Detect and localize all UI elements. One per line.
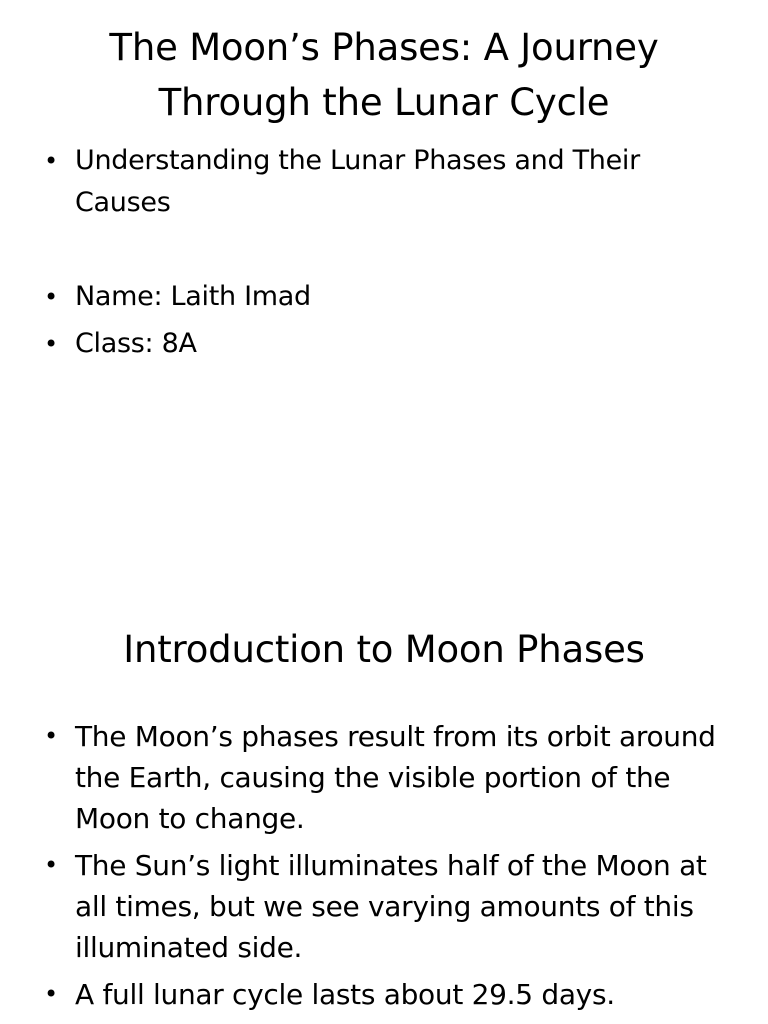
bullet-icon: • [44,722,58,750]
bullet-icon: • [44,283,58,311]
bullet-text: The Sun’s light illuminates half of the Moon at all times, but we see varying amounts of this illuminated side. [75,849,707,964]
slide-2 [0,600,768,1024]
list-item [44,716,724,839]
subtitle-text: Understanding the Lunar Phases and Their Causes [75,145,640,218]
bullet-icon: • [44,851,58,879]
slide-1-title: The Moon’s Phases: A Journey Through the Lunar Cycle [109,26,659,124]
slide-1-bullet-list [44,140,724,365]
list-item [44,974,724,1015]
student-name: Name: Laith Imad [75,281,311,312]
bullet-icon: • [44,980,58,1008]
student-class: Class: 8A [75,328,197,359]
slide-2-bullet-list [44,716,724,1021]
bullet-text: The Moon’s phases result from its orbit around the Earth, causing the visible portion of the Moon to change. [75,720,716,835]
bullet-icon: • [44,330,58,358]
list-item [44,140,724,224]
list-item [44,323,724,365]
list-item [44,845,724,968]
bullet-text: A full lunar cycle lasts about 29.5 days. [75,978,615,1011]
slide-2-title: Introduction to Moon Phases [123,628,645,671]
list-item [44,276,724,318]
bullet-icon: • [44,147,58,175]
